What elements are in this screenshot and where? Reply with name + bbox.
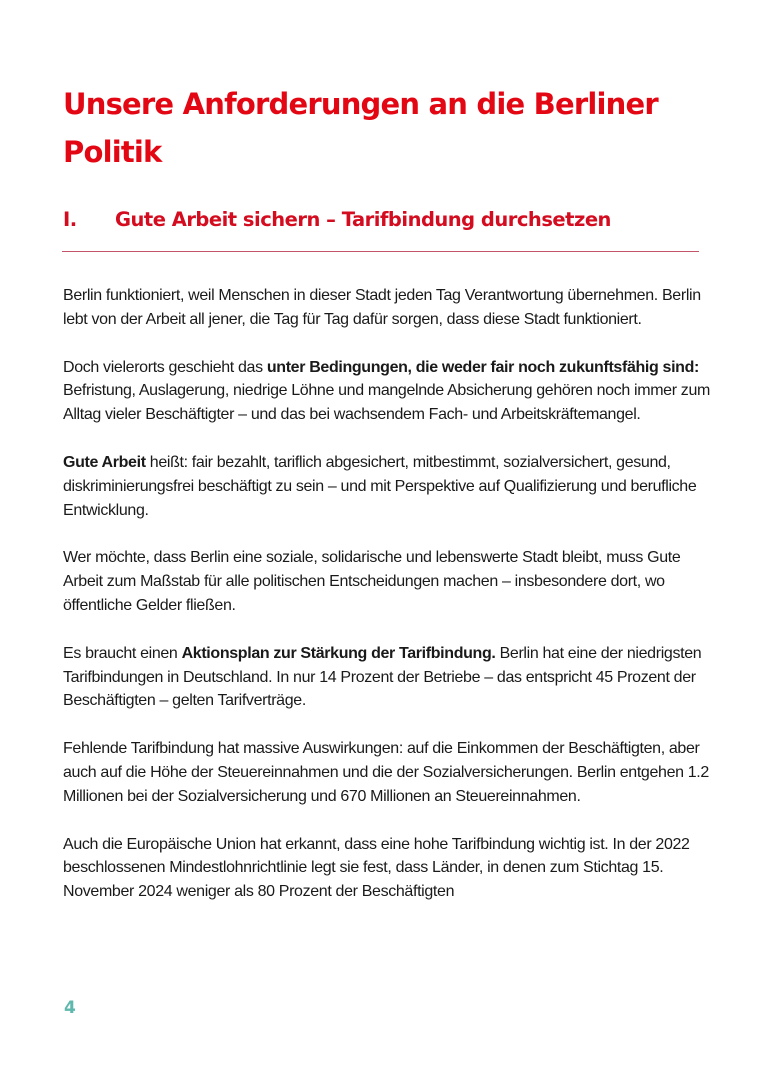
paragraph-text: Fehlende Tarifbindung hat massive Auswirkungen: auf die Einkommen der Beschäftigten, aber auch auf die Höhe der Steuereinnahmen und die der Sozialversicherungen. Berlin entgehen 1.2 Millionen bei der Sozialversicherung und 670 Millionen an Steuereinnahmen.	[63, 740, 709, 805]
paragraph-emphasis: Aktionsplan zur Stärkung der Tarifbindung.	[181, 644, 496, 662]
paragraph-eu	[63, 833, 713, 904]
paragraph-emphasis: unter Bedingungen, die weder fair noch zukunftsfähig sind:	[266, 358, 700, 376]
paragraph-aktionsplan	[63, 642, 713, 713]
paragraph-text: Befristung, Auslagerung, niedrige Löhne und mangelnde Absicherung gehören noch immer zum Alltag vieler Beschäftigter – und das bei wachsendem Fach- und Arbeitskräftemangel.	[63, 382, 710, 424]
paragraph-text: Berlin hat eine der niedrigsten Tarifbindungen in Deutschland. In nur 14 Prozent der Betriebe – das entspricht 45 Prozent der Beschäftigten – gelten Tarifverträge.	[63, 644, 702, 710]
paragraph-intro	[63, 284, 713, 332]
paragraph-massstab	[63, 546, 713, 617]
section-divider	[62, 251, 699, 252]
paragraph-auswirkungen	[63, 737, 713, 808]
paragraph-text: Doch vielerorts geschieht das	[63, 358, 267, 376]
page-title: Unsere Anforderungen an die Berliner Politik	[63, 87, 658, 169]
page-number: 4	[64, 998, 76, 1018]
paragraph-emphasis: Gute Arbeit	[63, 453, 146, 471]
body-text	[63, 284, 713, 928]
paragraph-text: Auch die Europäische Union hat erkannt, dass eine hohe Tarifbindung wichtig ist. In der 2022 beschlossenen Mindestlohnrichtlinie legt sie fest, dass Länder, in denen zum Stichtag 15. November 2024 weniger als 80 Prozent der Beschäftigten	[63, 835, 690, 901]
paragraph-text: heißt: fair bezahlt, tariflich abgesichert, mitbestimmt, sozialversichert, gesund, diskriminierungsfrei beschäftigt zu sein – und mit Perspektive auf Qualifizierung und berufliche Entwicklung.	[63, 453, 697, 519]
section-heading	[63, 205, 703, 235]
paragraph-conditions	[63, 356, 713, 427]
paragraph-gute-arbeit	[63, 451, 713, 522]
paragraph-text: Es braucht einen	[63, 644, 182, 662]
paragraph-text: Berlin funktioniert, weil Menschen in dieser Stadt jeden Tag Verantwortung übernehmen. Berlin lebt von der Arbeit all jener, die Tag für Tag dafür sorgen, dass diese Stadt funktioniert.	[63, 287, 701, 328]
section-number: I.	[63, 208, 77, 231]
section-heading-text: Gute Arbeit sichern – Tarifbindung durchsetzen	[115, 208, 611, 231]
paragraph-text: Wer möchte, dass Berlin eine soziale, solidarische und lebenswerte Stadt bleibt, muss Gute Arbeit zum Maßstab für alle politischen Entscheidungen machen – insbesondere dort, wo öffentliche Gelder fließen.	[63, 549, 681, 614]
